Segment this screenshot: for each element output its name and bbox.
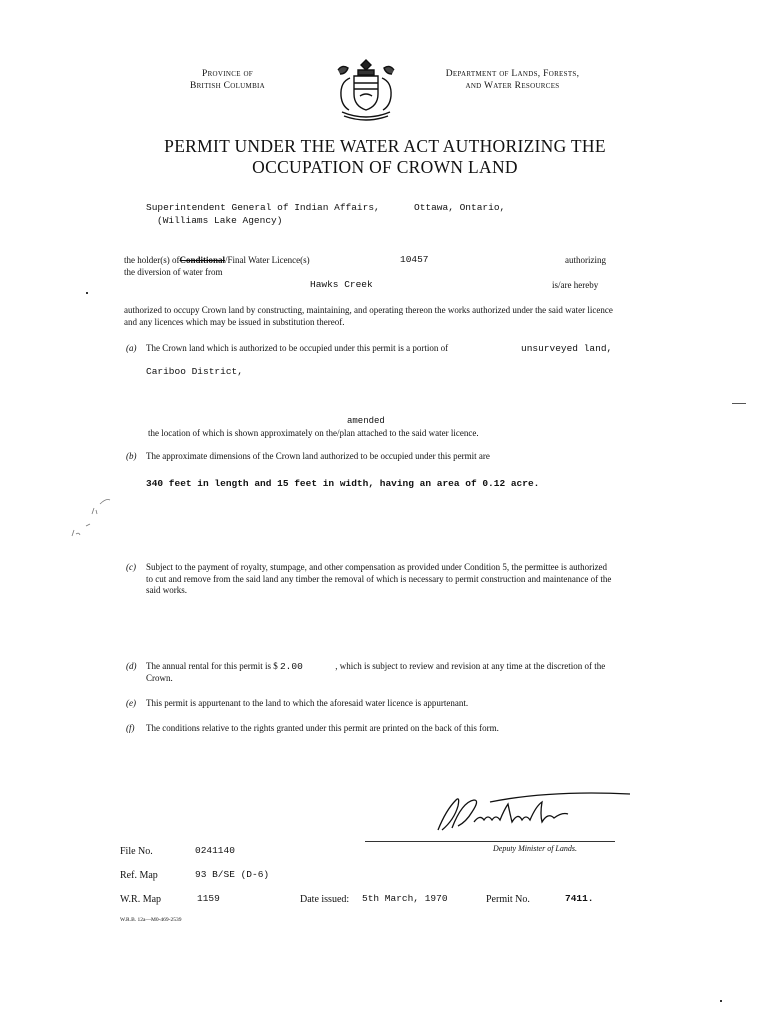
licence-post: /Final Water Licence(s) — [225, 255, 310, 265]
ref-map-value: 93 B/SE (D-6) — [195, 869, 270, 880]
struck-conditional: Conditional — [179, 255, 225, 265]
holder-agency: (Williams Lake Agency) — [157, 215, 283, 226]
clause-f-text: The conditions relative to the rights granted under this permit are printed on the back of this form. — [146, 723, 499, 733]
clause-a-location: the location of which is shown approximately on the/plan attached to the said water licence. — [148, 428, 479, 438]
province-header — [170, 68, 285, 92]
permit-no-label: Permit No. — [486, 894, 530, 905]
department-line2: and Water Resources — [465, 81, 560, 91]
date-issued-label: Date issued: — [300, 894, 350, 905]
authorization-paragraph: authorized to occupy Crown land by constructing, maintaining, and operating thereon the works authorized under the said water licence and any licences which may be issued in substitution thereof. — [124, 305, 613, 327]
page-title-line2: OCCUPATION OF CROWN LAND — [252, 157, 518, 177]
clause-b-typed: 340 feet in length and 15 feet in width, having an area of 0.12 acre. — [146, 478, 540, 489]
file-no-label: File No. — [120, 846, 153, 857]
rental-post: , which is subject to review and revision at any time at the discretion of the Crown. — [146, 661, 606, 683]
amended-note: amended — [347, 416, 385, 426]
signature-image — [430, 790, 640, 840]
province-line2: British Columbia — [189, 81, 266, 91]
permit-no-value: 7411. — [565, 893, 594, 904]
clause-c-label: (c) — [126, 562, 136, 572]
signature-caption: Deputy Minister of Lands. — [493, 844, 577, 853]
clause-d-label: (d) — [126, 661, 137, 671]
department-line1: Department of Lands, Forests, — [445, 69, 580, 79]
province-line1: Province of — [201, 69, 254, 79]
form-code: W.R.B. 12a—M0-469-2539 — [120, 917, 182, 923]
clause-a-label: (a) — [126, 343, 137, 353]
department-header — [420, 68, 605, 92]
page-title-line1: PERMIT UNDER THE WATER ACT AUTHORIZING THE — [164, 136, 606, 156]
licence-number: 10457 — [400, 254, 429, 265]
wr-map-label: W.R. Map — [120, 894, 162, 905]
clause-a-text: The Crown land which is authorized to be occupied under this permit is a portion of — [146, 343, 449, 353]
hereby-label: is/are hereby — [552, 280, 599, 290]
authorizing-label: authorizing — [565, 255, 606, 265]
clause-a-typed: unsurveyed land, — [521, 343, 613, 354]
clause-f-label: (f) — [126, 723, 135, 733]
coat-of-arms-icon — [330, 56, 402, 122]
scan-dash — [732, 403, 746, 404]
rental-amount: 2.00 — [279, 661, 303, 672]
clause-e-text: This permit is appurtenant to the land to which the aforesaid water licence is appurtenant. — [146, 698, 469, 708]
date-issued-value: 5th March, 1970 — [362, 893, 448, 904]
file-no-value: 0241140 — [195, 845, 235, 856]
water-source: Hawks Creek — [310, 279, 373, 290]
licence-holder-line — [124, 255, 310, 267]
clause-e-label: (e) — [126, 698, 136, 708]
signature-line — [365, 841, 615, 842]
licence-pre: the holder(s) of — [124, 255, 180, 265]
holder-name: Superintendent General of Indian Affairs, — [146, 202, 380, 213]
scan-dot — [86, 292, 88, 294]
holder-city: Ottawa, Ontario, — [414, 202, 506, 213]
diversion-label: the diversion of water from — [124, 267, 223, 277]
clause-b-text: The approximate dimensions of the Crown land authorized to be occupied under this permit are — [146, 451, 490, 461]
scan-dot — [720, 1000, 722, 1002]
clause-d-line1 — [146, 661, 616, 684]
district-value: Cariboo District, — [146, 366, 243, 377]
ref-map-label: Ref. Map — [120, 870, 158, 881]
margin-marks — [58, 492, 128, 552]
wr-map-value: 1159 — [197, 893, 220, 904]
rental-pre: The annual rental for this permit is $ — [146, 661, 278, 671]
clause-b-label: (b) — [126, 451, 137, 461]
clause-c-text: Subject to the payment of royalty, stumpage, and other compensation as provided under Condition 5, the permittee is authorized to cut and remove from the said land any timber the removal of which is necessary to permit construction and maintenance of the said works. — [146, 562, 612, 595]
